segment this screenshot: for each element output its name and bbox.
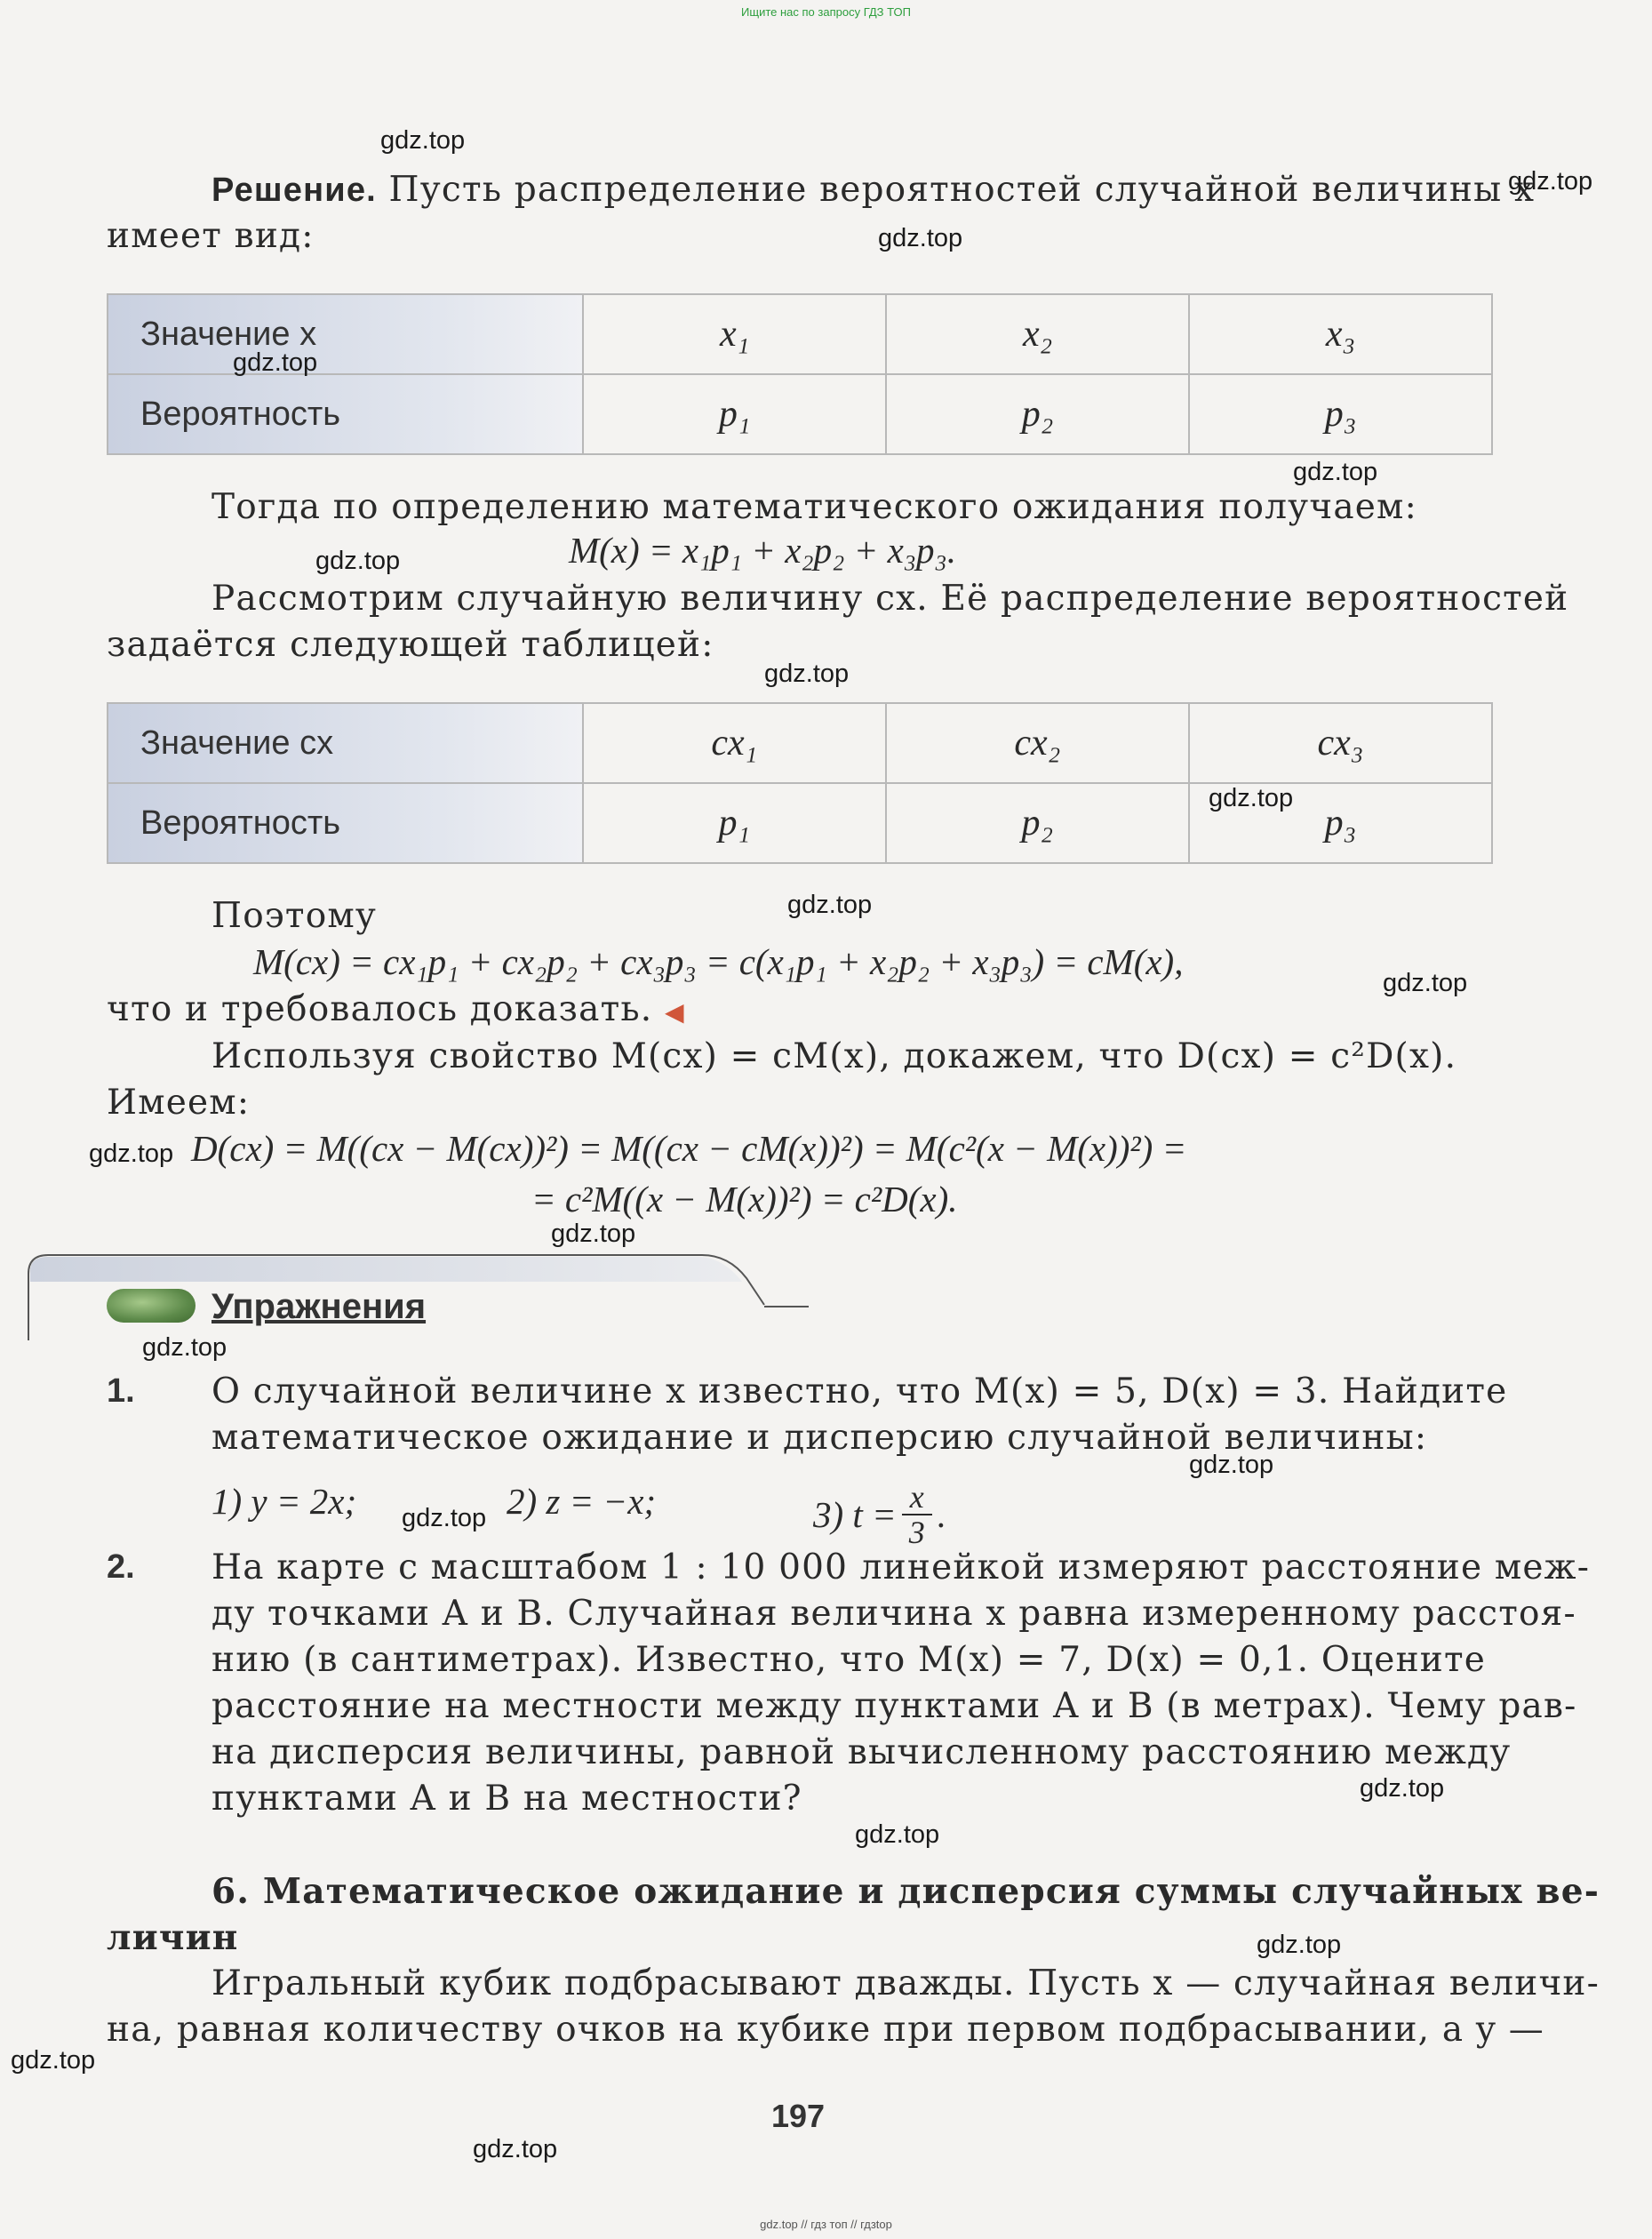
table-cell: p₁ — [583, 783, 886, 863]
watermark: gdz.top — [315, 547, 401, 575]
table-cell: p₂ — [886, 783, 1189, 863]
exercise-2-line-3: нию (в сантиметрах). Известно, что M(x) = 7, D(x) = 0,1. Оцените — [211, 1640, 1487, 1680]
distribution-table-cx — [107, 702, 1493, 864]
table-row — [108, 374, 1492, 454]
table-cell: cx₃ — [1189, 703, 1492, 783]
watermark: gdz.top — [878, 224, 963, 252]
watermark: gdz.top — [1189, 1451, 1274, 1479]
section-6-title-line-1: 6. Математическое ожидание и дисперсия суммы случайных ве- — [211, 1871, 1600, 1912]
exercise-2-line-1: На карте с масштабом 1 : 10 000 линейкой измеряют расстояние меж- — [211, 1547, 1591, 1587]
watermark: gdz.top — [764, 660, 850, 688]
table-cell: p₃ — [1189, 783, 1492, 863]
exercise-2-line-5: на дисперсия величины, равной вычисленному расстоянию между — [211, 1732, 1512, 1772]
watermark: gdz.top — [380, 126, 466, 155]
watermark: gdz.top — [787, 891, 873, 919]
exercise-1-item-1: 1) y = 2x; — [211, 1481, 357, 1522]
paragraph-therefore: Поэтому — [211, 896, 378, 936]
paragraph-proved-line — [107, 987, 685, 1036]
exercise-number: 2. — [107, 1548, 135, 1586]
paragraph-consider-1: Рассмотрим случайную величину cx. Её распределение вероятностей — [211, 579, 1569, 619]
table-cell-label: Вероятность — [108, 783, 583, 863]
table-cell: cx₁ — [583, 703, 886, 783]
formula-dcx-2: = c²M((x − M(x))²) = c²D(x). — [531, 1179, 958, 1219]
section-6-title-line-2: личин — [107, 1917, 239, 1958]
exercise-2-line-2: ду точками A и B. Случайная величина x равна измеренному расстоя- — [211, 1594, 1576, 1634]
fraction-numerator: x — [909, 1479, 924, 1515]
solution-label: Решение. — [211, 172, 377, 209]
exercise-1-item-3 — [813, 1480, 946, 1549]
table-cell-label: Вероятность — [108, 374, 583, 454]
watermark: gdz.top — [473, 2135, 558, 2163]
watermark: gdz.top — [1257, 1931, 1342, 1959]
table-row — [108, 703, 1492, 783]
table-cell: p₁ — [583, 374, 886, 454]
top-search-note: Ищите нас по запросу ГДЗ ТОП — [741, 5, 911, 19]
table-cell-label: Значение cx — [108, 703, 583, 783]
bottom-note: gdz.top // гдз топ // гдзtop — [760, 2218, 892, 2231]
watermark: gdz.top — [402, 1504, 487, 1532]
end-of-proof-icon: ◀ — [665, 997, 685, 1027]
exercise-number: 1. — [107, 1372, 135, 1410]
paragraph-have: Имеем: — [107, 1083, 251, 1123]
exercise-2-line-6: пунктами A и B на местности? — [211, 1779, 802, 1819]
exercise-1-item-2: 2) z = −x; — [507, 1481, 657, 1522]
table-cell: cx₂ — [886, 703, 1189, 783]
page-number: 197 — [771, 2098, 826, 2134]
paragraph-proved: что и требовалось доказать. — [107, 989, 653, 1029]
paragraph-consider-2: задаётся следующей таблицей: — [107, 625, 714, 665]
table-cell: x₃ — [1189, 294, 1492, 374]
exercises-pill-icon — [107, 1289, 196, 1323]
fraction — [902, 1480, 932, 1549]
watermark: gdz.top — [1209, 784, 1294, 812]
table-cell: x₁ — [583, 294, 886, 374]
solution-line-1 — [211, 167, 1536, 213]
formula-dcx-1: D(cx) = M((cx − M(cx))²) = M((cx − cM(x))²) = M(c²(x − M(x))²) = — [191, 1128, 1187, 1169]
watermark: gdz.top — [1508, 167, 1593, 196]
watermark: gdz.top — [233, 348, 318, 377]
exercise-2-line-4: расстояние на местности между пунктами A и B (в метрах). Чему рав- — [211, 1686, 1577, 1726]
watermark: gdz.top — [1383, 969, 1468, 997]
solution-line-2: имеет вид: — [107, 216, 315, 256]
fraction-tail: . — [937, 1494, 946, 1535]
exercises-title: Упражнения — [211, 1287, 427, 1326]
table-cell: x₂ — [886, 294, 1189, 374]
table-cell: p₃ — [1189, 374, 1492, 454]
watermark: gdz.top — [1360, 1774, 1445, 1803]
watermark: gdz.top — [855, 1820, 940, 1849]
watermark: gdz.top — [89, 1139, 174, 1168]
solution-text: Пусть распределение вероятностей случайной величины x — [376, 170, 1536, 210]
formula-expectation: M(x) = x₁p₁ + x₂p₂ + x₃p₃. — [569, 530, 957, 571]
table-cell: p₂ — [886, 374, 1189, 454]
exercise-1-line-2: математическое ожидание и дисперсию случайной величины: — [211, 1418, 1428, 1458]
exercise-1-item-3-text: 3) t = — [813, 1494, 897, 1535]
formula-mcx: M(cx) = cx₁p₁ + cx₂p₂ + cx₃p₃ = c(x₁p₁ + x₂p₂ + x₃p₃) = cM(x), — [253, 941, 1184, 982]
watermark: gdz.top — [11, 2046, 96, 2075]
fraction-denominator: 3 — [902, 1514, 932, 1549]
watermark: gdz.top — [1293, 458, 1378, 486]
section-6-paragraph-line-1: Игральный кубик подбрасывают дважды. Пусть x — случайная величи- — [211, 1963, 1600, 2003]
paragraph-then: Тогда по определению математического ожидания получаем: — [211, 487, 1417, 527]
watermark: gdz.top — [142, 1333, 227, 1362]
paragraph-using: Используя свойство M(cx) = cM(x), докажем, что D(cx) = c²D(x). — [211, 1036, 1457, 1076]
exercise-1-line-1: О случайной величине x известно, что M(x) = 5, D(x) = 3. Найдите — [211, 1371, 1508, 1411]
section-6-paragraph-line-2: на, равная количеству очков на кубике при первом подбрасывании, а y — — [107, 2010, 1544, 2050]
watermark: gdz.top — [551, 1219, 636, 1248]
table-cell-label: Значение x — [108, 294, 583, 374]
